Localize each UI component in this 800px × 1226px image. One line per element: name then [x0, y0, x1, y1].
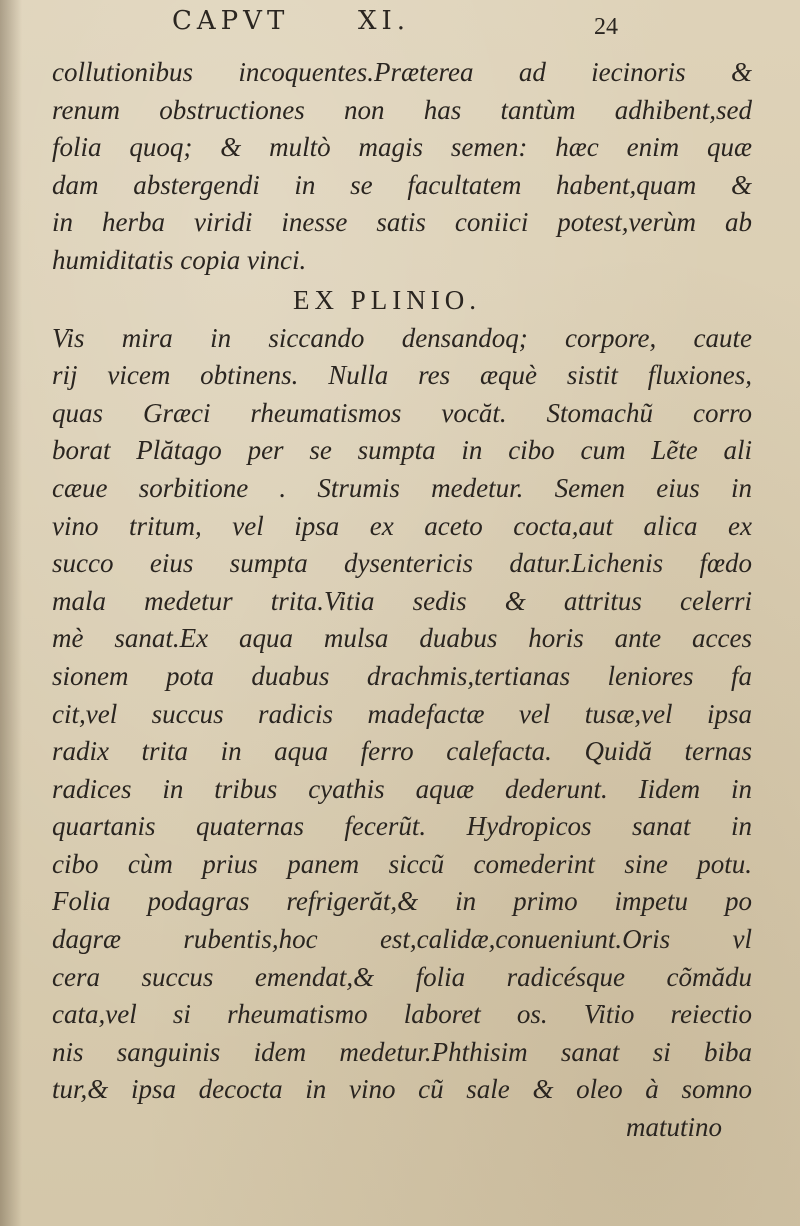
- text-line: dagræ rubentis,hoc est,calidæ,conueniunt.Oris vl: [52, 924, 752, 955]
- text-line: renum obstructiones non has tantùm adhibent,sed: [52, 94, 752, 125]
- text-block: [52, 54, 752, 1147]
- text-line: vino tritum, vel ipsa ex aceto cocta,aut alica ex: [52, 510, 752, 541]
- text-line: quartanis quaternas fecerũt. Hydropicos sanat in: [52, 811, 752, 842]
- text-line: humiditatis copia vinci.: [52, 244, 307, 275]
- text-line: dam abstergendi in se facultatem habent,quam &: [52, 169, 752, 200]
- text-line: sionem pota duabus drachmis,tertianas leniores fa: [52, 660, 752, 691]
- text-line: cæue sorbitione . Strumis medetur. Semen eius in: [52, 472, 752, 503]
- running-head: [172, 6, 650, 46]
- text-line: cit,vel succus radicis madefactæ vel tusæ,vel ipsa: [52, 698, 752, 729]
- text-line: cera succus emendat,& folia radicésque cõmădu: [52, 961, 752, 992]
- text-line: folia quoq; & multò magis semen: hæc enim quæ: [52, 132, 752, 163]
- text-line: borat Plătago per se sumpta in cibo cum Lẽte ali: [52, 435, 752, 466]
- text-line: Vis mira in siccando densandoq; corpore, caute: [52, 322, 752, 353]
- chapter-number: XI.: [358, 6, 411, 36]
- text-line: Folia podagras refrigerăt,& in primo impetu po: [52, 886, 752, 917]
- section-heading: EX PLINIO.: [293, 284, 481, 315]
- text-line: collutionibus incoquentes.Præterea ad iecinoris &: [52, 57, 752, 87]
- text-line: mè sanat.Ex aqua mulsa duabus horis ante acces: [52, 623, 752, 654]
- text-line: tur,& ipsa decocta in vino cũ sale & oleo à somno: [52, 1074, 752, 1105]
- text-line: cata,vel si rheumatismo laboret os. Vitio reiectio: [52, 999, 752, 1030]
- paragraph-after-heading: [52, 320, 752, 1147]
- chapter-title: CAPVT: [172, 6, 290, 36]
- text-line: nis sanguinis idem medetur.Phthisim sanat si biba: [52, 1036, 752, 1067]
- text-line: radices in tribus cyathis aquæ dederunt. Iidem in: [52, 773, 752, 804]
- gutter-shadow: [0, 0, 22, 1226]
- text-line: quas Græci rheumatismos vocăt. Stomachũ corro: [52, 397, 752, 428]
- text-line: in herba viridi inesse satis coniici potest,verùm ab: [52, 207, 752, 238]
- text-line: radix trita in aqua ferro calefacta. Quidă ternas: [52, 736, 752, 767]
- text-line: cibo cùm prius panem siccũ comederint sine potu.: [52, 848, 752, 879]
- text-line: succo eius sumpta dysentericis datur.Lichenis fœdo: [52, 548, 752, 579]
- text-line: matutino: [625, 1112, 722, 1143]
- page-number: 24: [594, 14, 618, 40]
- text-line: mala medetur trita.Vitia sedis & attritus celerri: [52, 585, 752, 616]
- paragraph-before-heading: [52, 54, 752, 280]
- text-line: rij vicem obtinens. Nulla res æquè sistit fluxiones,: [52, 360, 752, 391]
